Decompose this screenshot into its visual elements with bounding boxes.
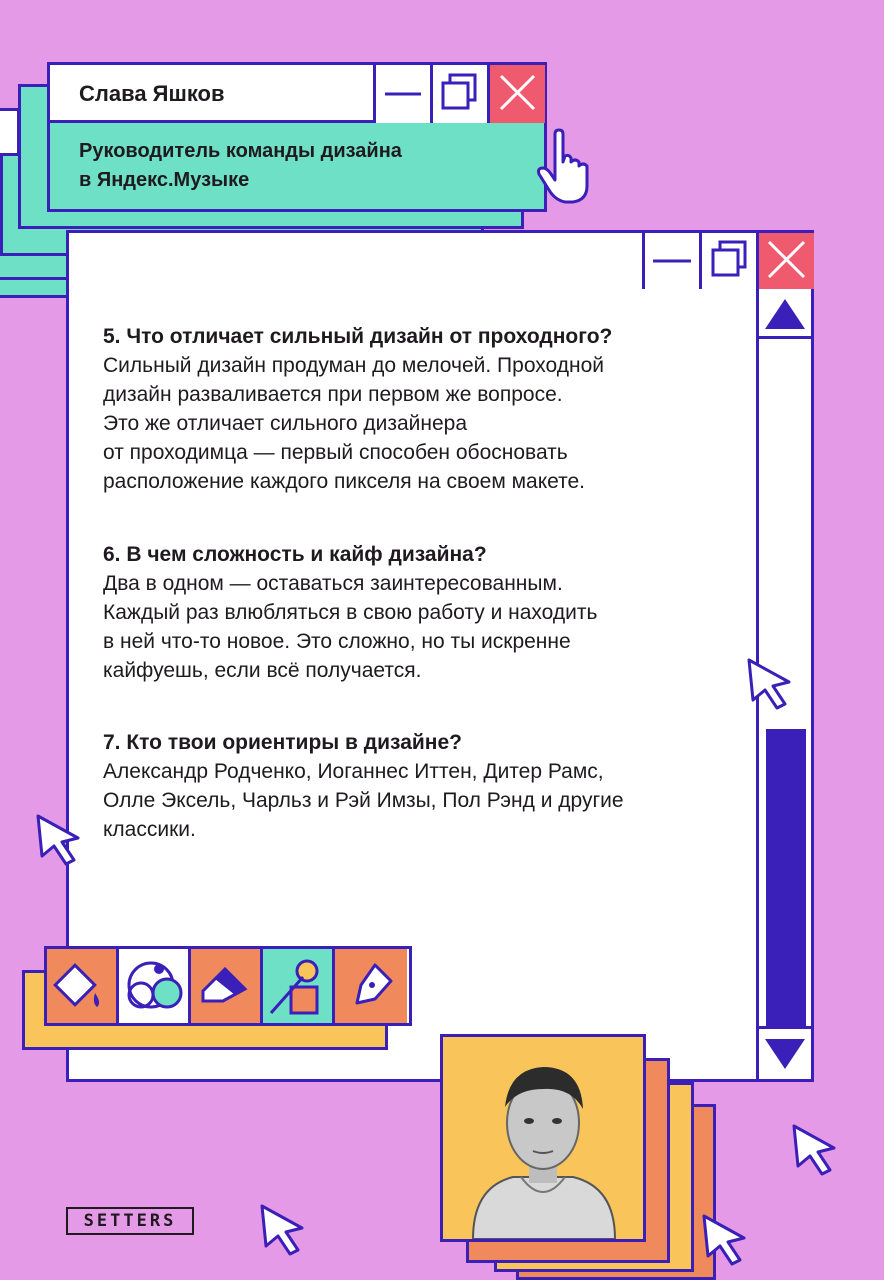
- scroll-down-button[interactable]: [759, 1026, 811, 1079]
- close-icon: [759, 233, 814, 286]
- answer-line: Олле Эксель, Чарльз и Рэй Имзы, Пол Рэнд и другие: [103, 789, 624, 812]
- arrow-cursor-icon: [700, 1212, 750, 1268]
- content-close-button[interactable]: [756, 233, 814, 289]
- arrow-cursor-icon: [790, 1122, 840, 1178]
- answer-line: Сильный дизайн продуман до мелочей. Проходной: [103, 354, 605, 377]
- maximize-icon: [433, 65, 488, 120]
- answer-line: Это же отличает сильного дизайнера: [103, 412, 468, 435]
- pen-tool[interactable]: [335, 949, 407, 1023]
- question-title: 7. Кто твои ориентиры в дизайне?: [103, 731, 462, 754]
- stack-window-back-white: [0, 108, 20, 156]
- scroll-up-icon: [759, 289, 811, 339]
- answer-line: Александр Родченко, Иоганнес Иттен, Дитер Рамс,: [103, 760, 604, 783]
- answer-line: Каждый раз влюбляться в свою работу и находить: [103, 601, 598, 624]
- content-titlebar-left-fill: [69, 233, 642, 289]
- scroll-up-button[interactable]: [759, 289, 811, 339]
- setters-logo: SETTERS: [66, 1207, 194, 1235]
- shapes-icon: [263, 949, 332, 1023]
- question-block-5: [103, 323, 748, 541]
- header-role: [79, 137, 402, 195]
- close-button[interactable]: [487, 65, 545, 123]
- circles-tool[interactable]: [119, 949, 191, 1023]
- arrow-cursor-icon: [258, 1202, 308, 1258]
- eraser-icon: [191, 949, 260, 1023]
- content-minimize-button[interactable]: [642, 233, 700, 289]
- answer-line: дизайн разваливается при первом же вопросе.: [103, 383, 563, 406]
- answer-line: в ней что-то новое. Это сложно, но ты искренне: [103, 630, 571, 653]
- arrow-cursor-icon: [34, 812, 84, 868]
- answer-line: Два в одном — оставаться заинтересованным.: [103, 572, 563, 595]
- minimize-icon: [376, 65, 431, 120]
- header-titlebar: [50, 65, 544, 123]
- minimize-icon: [645, 233, 700, 286]
- shapes-tool[interactable]: [263, 949, 335, 1023]
- answer-line: расположение каждого пикселя на своем макете.: [103, 470, 586, 493]
- question-block-6: [103, 541, 748, 729]
- question-title: 5. Что отличает сильный дизайн от проходного?: [103, 325, 613, 348]
- scroll-thumb[interactable]: [766, 729, 806, 1029]
- paint-bucket-tool[interactable]: [47, 949, 119, 1023]
- header-window: [47, 62, 547, 212]
- portrait-photo: [440, 1034, 646, 1242]
- tool-palette: [44, 946, 412, 1026]
- arrow-cursor-icon: [745, 656, 795, 712]
- minimize-button[interactable]: [373, 65, 431, 123]
- pen-nib-icon: [335, 949, 407, 1023]
- answer-line: от проходимца — первый способен обосновать: [103, 441, 568, 464]
- header-role-line2: в Яндекс.Музыке: [79, 169, 250, 191]
- question-title: 6. В чем сложность и кайф дизайна?: [103, 543, 487, 566]
- maximize-icon: [702, 233, 757, 286]
- answer-line: классики.: [103, 818, 196, 841]
- content-text: [103, 323, 748, 844]
- header-role-line1: Руководитель команды дизайна: [79, 140, 402, 162]
- paint-bucket-icon: [47, 949, 116, 1023]
- header-name: Слава Яшков: [79, 81, 225, 106]
- eraser-tool[interactable]: [191, 949, 263, 1023]
- content-maximize-button[interactable]: [699, 233, 757, 289]
- scroll-down-icon: [759, 1029, 811, 1079]
- maximize-button[interactable]: [430, 65, 488, 123]
- answer-line: кайфуешь, если всё получается.: [103, 659, 422, 682]
- circles-icon: [119, 949, 188, 1023]
- close-icon: [490, 65, 545, 120]
- pointer-hand-icon: [535, 128, 599, 206]
- person-portrait-icon: [443, 1037, 643, 1239]
- question-block-7: [103, 729, 748, 844]
